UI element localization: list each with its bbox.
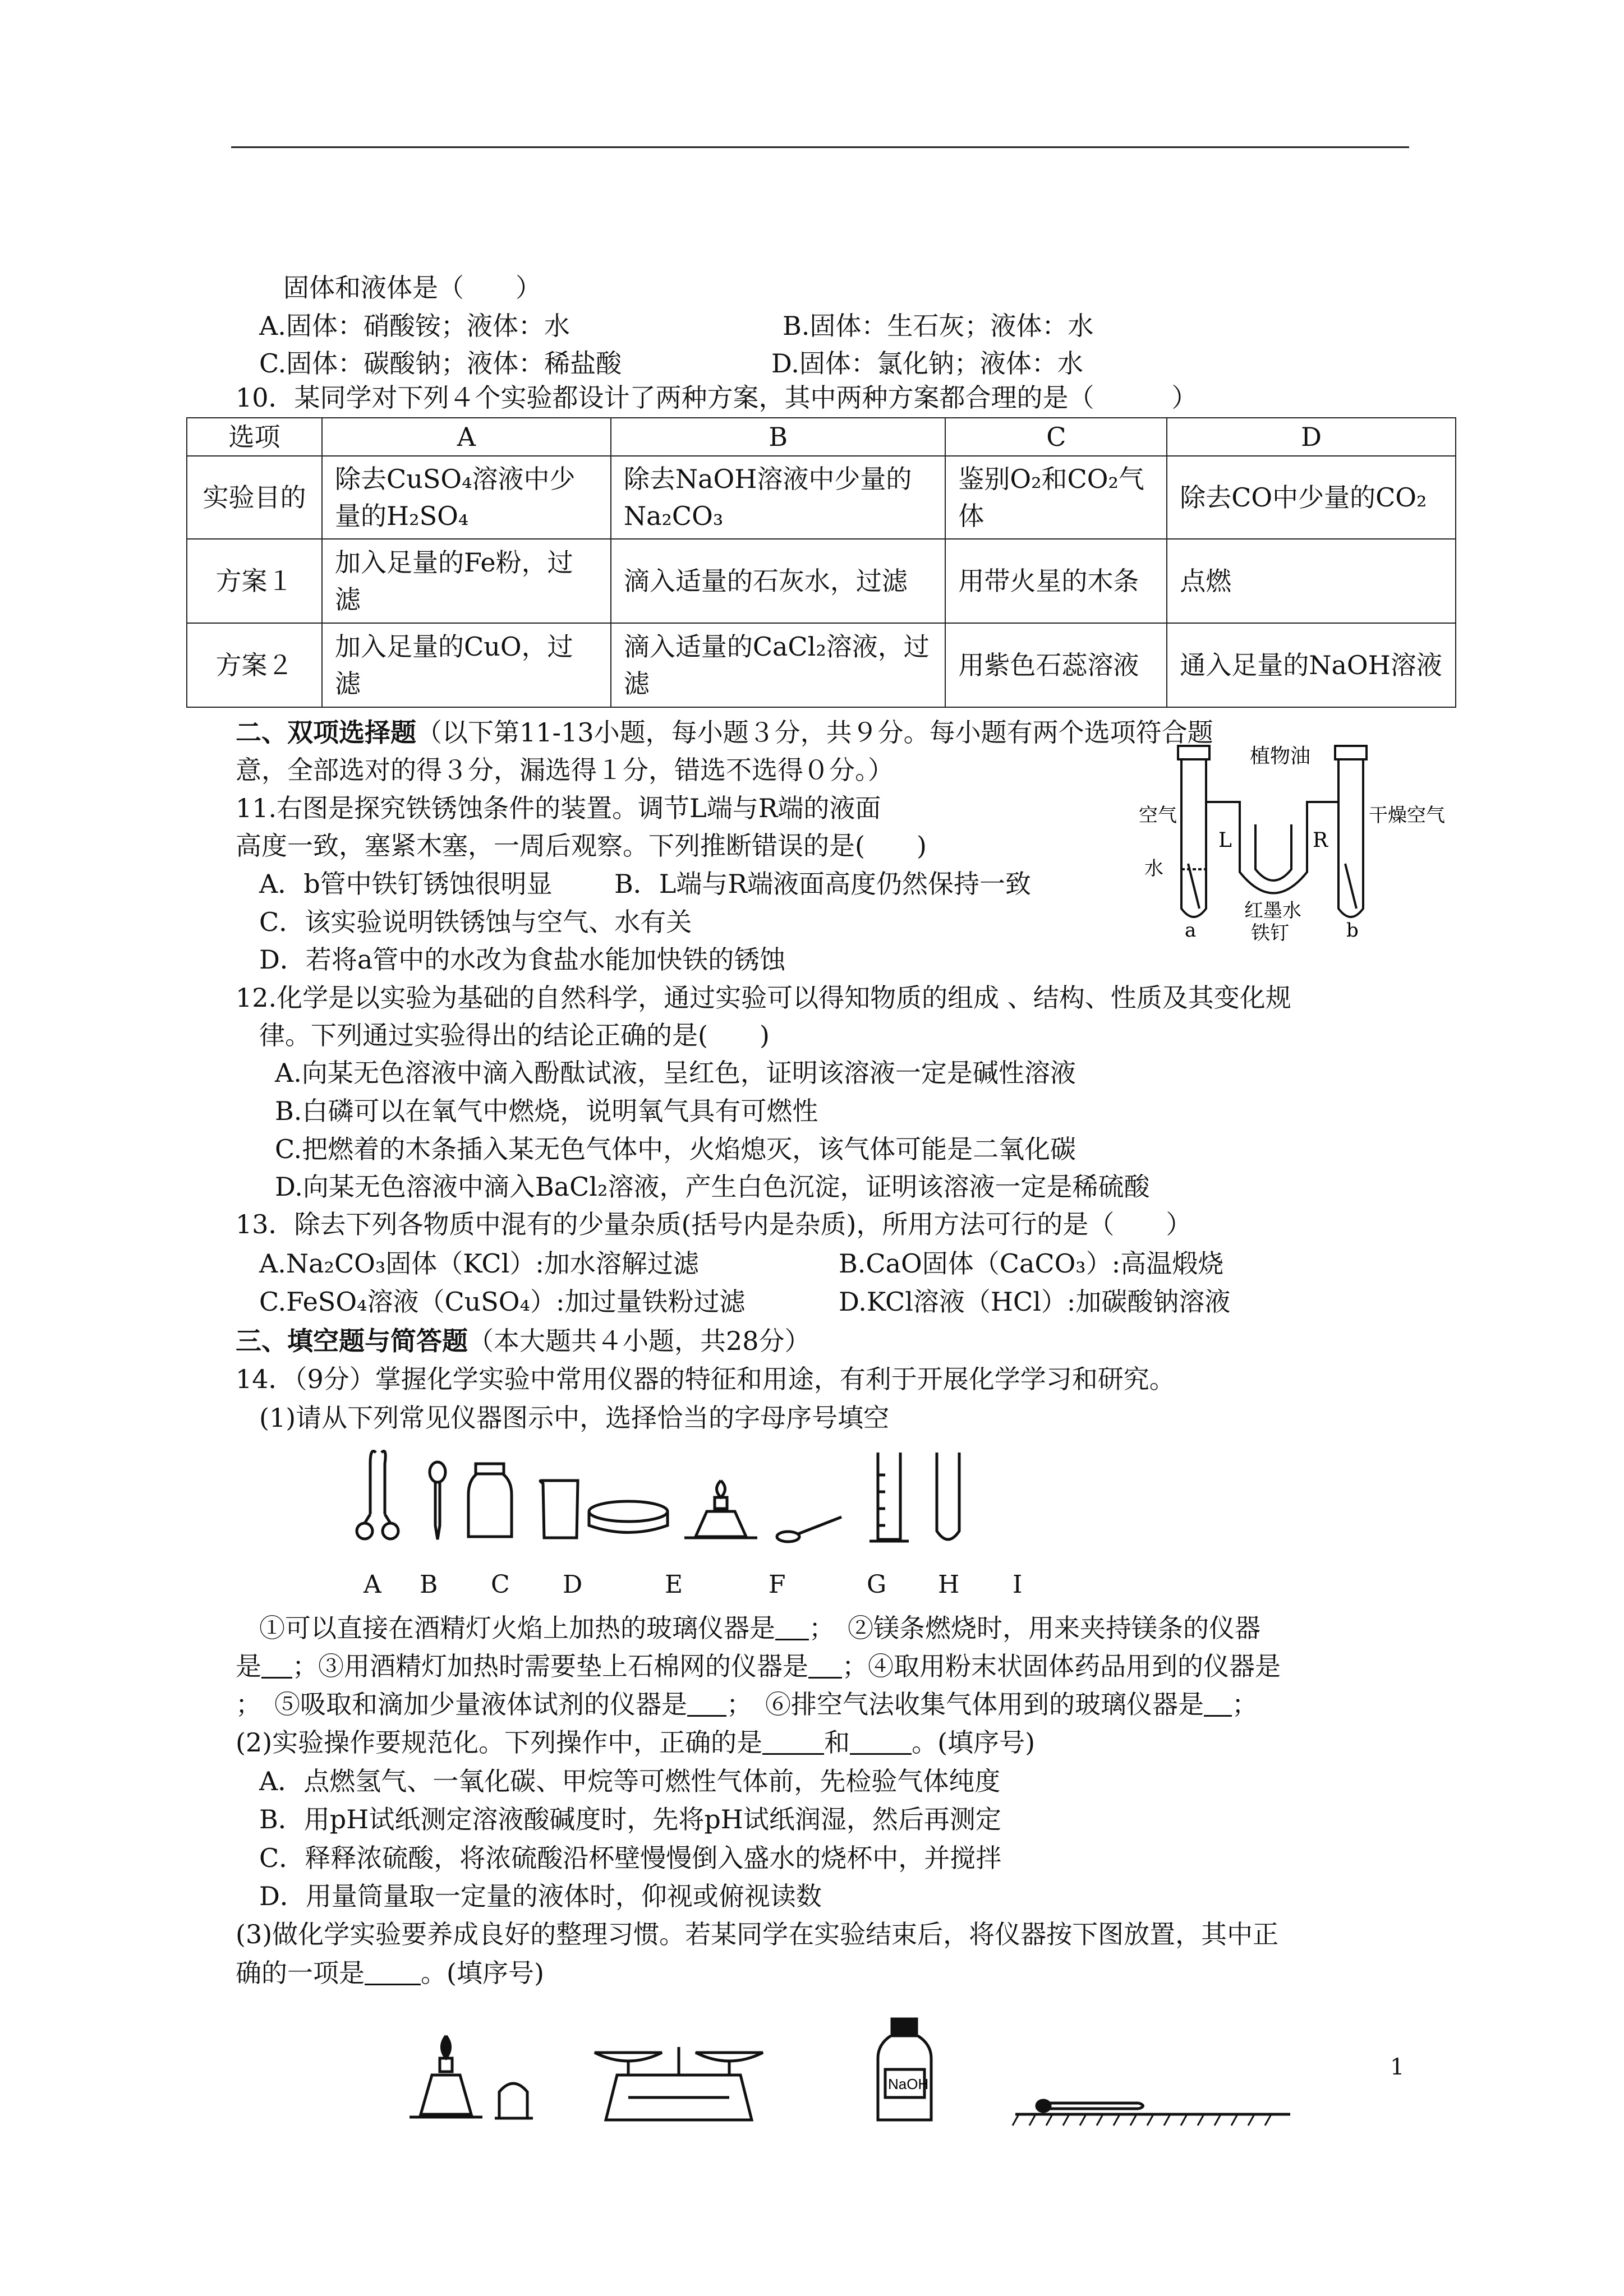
q11-option-a: A．b管中铁钉锈蚀很明显 [259,869,553,899]
answer-blank[interactable] [365,1961,421,1985]
instrument-letter: I [1013,1570,1023,1599]
graduated-cylinder-icon [869,1453,909,1541]
fill-text: 是 [236,1651,261,1681]
instrument-letter: C [491,1570,510,1599]
answer-blank[interactable] [261,1654,292,1679]
q9-option-b: B.固体：生石灰；液体：水 [783,311,1094,341]
table-cell: 点燃 [1167,539,1456,623]
lamp-cap-icon [495,2083,533,2118]
reagent-bottle-icon [878,2019,931,2120]
q12-option-d: D.向某无色溶液中滴入BaCl₂溶液，产生白色沉淀，证明该溶液一定是稀硫酸 [275,1172,1150,1202]
row-label: 方案１ [187,539,322,623]
section2-desc-2: 意，全部选对的得３分，漏选得１分，错选不选得０分。） [236,755,894,785]
fill-text: ； ②镁条燃烧时，用来夹持镁条的仪器 [809,1613,1260,1643]
answer-blank[interactable] [1204,1693,1232,1717]
table-header-cell: B [611,418,946,456]
test-tube-on-bench-icon [1015,2100,1290,2114]
q14-stem: 14．（9分）掌握化学实验中常用仪器的特征和用途，有利于开展化学学习和研究。 [236,1364,1175,1394]
q13-option-b: B.CaO固体（CaCO₃）:高温煅烧 [839,1248,1224,1279]
table-cell: 滴入适量的石灰水，过滤 [611,539,946,623]
q14-part1: (1)请从下列常见仪器图示中，选择恰当的字母序号填空 [259,1403,890,1433]
page-number: 1 [1390,2054,1405,2080]
q14-option-a: A．点燃氢气、一氧化碳、甲烷等可燃性气体前，先检验气体纯度 [259,1766,1001,1796]
q11-option-b: B．L端与R端液面高度仍然保持一致 [614,869,1031,899]
answer-blank[interactable] [687,1693,726,1717]
q9-option-d: D.固体：氯化钠；液体：水 [771,348,1083,379]
section2-heading [236,715,1213,750]
table-header-cell: D [1167,418,1456,456]
fill-text: ①可以直接在酒精灯火焰上加热的玻璃仪器是 [259,1613,775,1643]
table-header-cell: 选项 [187,418,322,456]
table-row [187,539,1456,623]
label-air: 空气 [1139,804,1177,827]
header-rule [231,146,1409,148]
label-b: b [1346,919,1359,942]
label-dry-air: 干燥空气 [1369,804,1445,827]
instrument-letter: E [665,1570,683,1599]
instrument-letter: D [563,1570,583,1599]
q12-option-a: A.向某无色溶液中滴入酚酞试液，呈红色，证明该溶液一定是碱性溶液 [275,1058,1076,1088]
section2-desc: （以下第11-13小题，每小题３分，共９分。每小题有两个选项符合题 [416,717,1213,748]
fill-text: 和 [824,1727,850,1758]
fill-text: ； ⑤吸取和滴加少量液体试剂的仪器是 [236,1689,687,1719]
q9-stem: 固体和液体是（ ） [283,273,541,303]
table-cell: 除去NaOH溶液中少量的Na₂CO₃ [611,456,946,539]
section2-title: 二、双项选择题 [236,717,416,748]
answer-blank[interactable] [775,1616,809,1640]
instruments-figure [348,1441,1088,1553]
fill-text: ； [1232,1689,1258,1719]
q12-option-c: C.把燃着的木条插入某无色气体中，火焰熄灭，该气体可能是二氧化碳 [275,1134,1076,1164]
q14-fill-line2 [236,1649,1281,1684]
alcohol-lamp-icon [410,2036,482,2117]
dropper-icon [430,1462,445,1539]
label-a: a [1185,919,1197,942]
row-label: 方案２ [187,623,322,707]
q14-fill-line3 [236,1687,1258,1722]
q14-option-c: C．释释浓硫酸，将浓硫酸沿杯壁慢慢倒入盛水的烧杯中，并搅拌 [259,1843,1002,1873]
evaporating-dish-icon [589,1501,668,1533]
label-nail: 铁钉 [1251,922,1289,944]
q12-option-b: B.白磷可以在氧气中燃烧，说明氧气具有可燃性 [275,1096,818,1126]
q10-stem: 10．某同学对下列４个实验都设计了两种方案，其中两种方案都合理的是（ ） [236,382,1198,413]
q14-fill-line1 [259,1611,1260,1645]
rust-apparatus-figure [1122,740,1445,948]
table-cell: 加入足量的CuO，过滤 [322,623,611,707]
table-cell: 加入足量的Fe粉，过滤 [322,539,611,623]
q14-part3-line2 [236,1956,544,1990]
q9-option-a: A.固体：硝酸铵；液体：水 [259,311,570,341]
q14-option-b: B．用pH试纸测定溶液酸碱度时，先将pH试纸润湿，然后再测定 [259,1804,1001,1834]
table-cell: 用紫色石蕊溶液 [945,623,1167,707]
q12-line1: 12.化学是以实验为基础的自然科学，通过实验可以得知物质的组成 、结构、性质及其变化规 [236,983,1291,1013]
fill-text: 确的一项是 [236,1958,365,1988]
alcohol-lamp-icon [684,1481,757,1538]
table-cell: 通入足量的NaOH溶液 [1167,623,1456,707]
table-row [187,456,1456,539]
crucible-tongs-icon [357,1451,398,1539]
row-label: 实验目的 [187,456,322,539]
lab-tidying-figure [404,2013,1290,2131]
q11-option-d: D．若将a管中的水改为食盐水能加快铁的锈蚀 [259,944,786,975]
label-r: R [1313,829,1328,852]
answer-blank[interactable] [808,1654,842,1679]
instrument-letter: A [364,1570,381,1599]
answer-blank[interactable] [850,1731,912,1755]
table-cell: 除去CO中少量的CO₂ [1167,456,1456,539]
section3-title: 三、填空题与简答题 [236,1326,468,1356]
q11-line1: 11.右图是探究铁锈蚀条件的装置。调节L端与R端的液面 [236,793,881,823]
fill-text: (2)实验操作要规范化。下列操作中，正确的是 [236,1727,763,1758]
table-cell: 鉴别O₂和CO₂气体 [945,456,1167,539]
test-tube-icon [937,1453,959,1539]
q14-part2 [236,1725,1035,1760]
table-header-cell: C [945,418,1167,456]
table-cell: 滴入适量的CaCl₂溶液，过滤 [611,623,946,707]
gas-jar-icon [468,1464,512,1537]
table-cell: 除去CuSO₄溶液中少量的H₂SO₄ [322,456,611,539]
q11-line2: 高度一致，塞紧木塞，一周后观察。下列推断错误的是( ) [236,831,927,861]
label-water: 水 [1144,857,1163,880]
fill-text: ；④取用粉末状固体药品用到的仪器是 [842,1651,1281,1681]
fill-text: ；③用酒精灯加热时需要垫上石棉网的仪器是 [292,1651,808,1681]
q13-option-d: D.KCl溶液（HCl）:加碳酸钠溶液 [839,1287,1231,1317]
instrument-letter: F [769,1570,786,1599]
beaker-icon [540,1481,578,1538]
label-l: L [1218,829,1232,852]
q14-option-d: D．用量筒量取一定量的液体时，仰视或俯视读数 [259,1881,822,1911]
label-oil: 植物油 [1250,745,1311,768]
instrument-letter: B [420,1570,438,1599]
fill-text: ； ⑥排空气法收集气体用到的玻璃仪器是 [726,1689,1204,1719]
balance-scale-icon [595,2047,763,2120]
table-cell: 用带火星的木条 [945,539,1167,623]
table-header-row [187,418,1456,456]
table-header-cell: A [322,418,611,456]
section3-heading [236,1324,811,1358]
q14-part3-line1: (3)做化学实验要养成良好的整理习惯。若某同学在实验结束后，将仪器按下图放置，其中正 [236,1919,1279,1949]
bottle-label: NaOH [888,2076,929,2092]
medicine-spoon-icon [777,1517,841,1542]
fill-text: 。(填序号) [421,1958,544,1988]
answer-blank[interactable] [762,1731,824,1755]
instrument-letter: H [938,1570,960,1599]
label-red-ink: 红墨水 [1244,900,1301,922]
q12-line2: 律。下列通过实验得出的结论正确的是( ) [259,1020,770,1050]
q9-option-c: C.固体：碳酸钠；液体：稀盐酸 [259,348,622,379]
section3-desc: （本大题共４小题，共28分） [468,1326,811,1356]
q13-option-c: C.FeSO₄溶液（CuSO₄）:加过量铁粉过滤 [259,1287,746,1317]
q10-table [186,417,1456,708]
instrument-letter: G [867,1570,887,1599]
fill-text: 。(填序号) [912,1727,1036,1758]
q13-option-a: A.Na₂CO₃固体（KCl）:加水溶解过滤 [259,1248,699,1279]
q11-option-c: C．该实验说明铁锈蚀与空气、水有关 [259,907,692,937]
table-row [187,623,1456,707]
q13-stem: 13．除去下列各物质中混有的少量杂质(括号内是杂质)，所用方法可行的是（ ） [236,1209,1192,1239]
